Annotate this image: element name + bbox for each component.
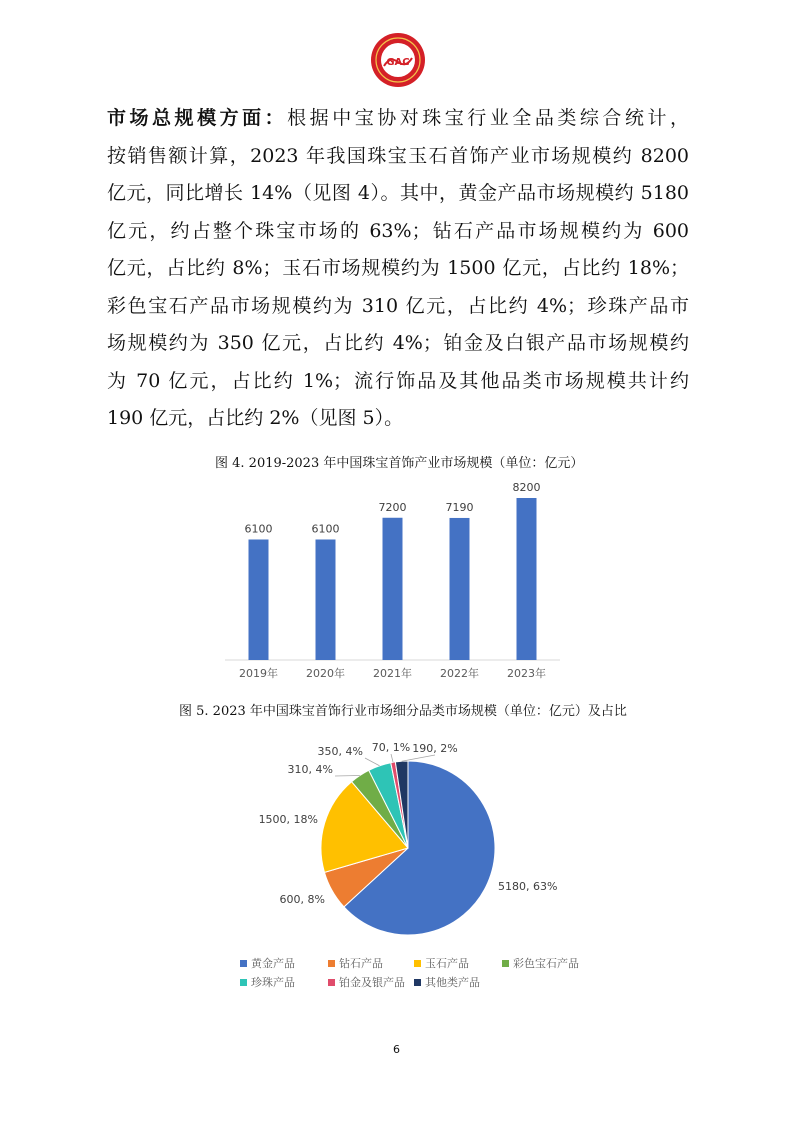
pie-data-label: 350, 4% [317,745,363,758]
paragraph-line: 为 70 亿元，占比约 1%；流行饰品及其他品类市场规模共计约 [107,369,689,392]
paragraph-line: 彩色宝石产品市场规模约为 310 亿元，占比约 4%；珍珠产品市 [107,294,689,317]
bar [316,539,336,660]
paragraph-line: 190 亿元，占比约 2%（见图 5）。 [107,407,404,429]
leader-line [365,758,380,766]
bar-data-label: 6100 [311,522,340,536]
figure4-caption: 图 4. 2019-2023 年中国珠宝首饰产业市场规模（单位：亿元） [215,456,584,471]
legend-label: 珍珠产品 [251,976,295,989]
pie-chart [220,728,590,1008]
bar-data-label: 7190 [445,500,474,514]
bar-data-label: 7200 [378,500,407,514]
paragraph-line-text: 根据中宝协对珠宝行业全品类综合统计， [287,107,689,129]
x-tick-label: 2019年 [239,667,278,680]
legend-label: 彩色宝石产品 [513,957,579,970]
legend-swatch [502,960,509,967]
logo-text: GAC [386,57,410,68]
bar [517,498,537,660]
leader-line [402,755,435,761]
bar [383,518,403,660]
legend-label: 其他类产品 [425,976,480,989]
x-tick-label: 2020年 [306,667,345,680]
pie-data-label: 310, 4% [287,763,333,776]
figure5-caption: 图 5. 2023 年中国珠宝首饰行业市场细分品类市场规模（单位：亿元）及占比 [179,704,627,719]
paragraph-line: 按销售额计算，2023 年我国珠宝玉石首饰产业市场规模约 8200 [107,144,689,167]
legend-swatch [328,979,335,986]
association-logo [370,32,426,88]
legend-swatch [414,960,421,967]
legend-label: 钻石产品 [339,957,383,970]
bar [450,518,470,660]
x-tick-label: 2023年 [507,667,546,680]
pie-data-label: 190, 2% [412,742,458,755]
x-tick-label: 2022年 [440,667,479,680]
page-number: 6 [393,1043,400,1056]
legend-swatch [240,960,247,967]
legend-label: 玉石产品 [425,957,469,970]
legend-label: 黄金产品 [251,957,295,970]
paragraph-lead: 市场总规模方面： [107,107,288,129]
pie-data-label: 70, 1% [371,741,411,754]
paragraph-line: 亿元，占比约 8%；玉石市场规模约为 1500 亿元，占比约 18%； [107,257,689,279]
legend-swatch [240,979,247,986]
bar-data-label: 6100 [244,522,273,536]
paragraph-line: 场规模约为 350 亿元，占比约 4%；铂金及白银产品市场规模约 [107,332,689,354]
leader-line [391,754,393,762]
pie-data-label: 5180, 63% [498,880,558,893]
bar-chart [215,474,575,684]
pie-data-label: 600, 8% [279,893,325,906]
bar [249,539,269,660]
legend-swatch [328,960,335,967]
paragraph-line [107,100,689,138]
paragraph-line: 亿元，同比增长 14%（见图 4）。其中，黄金产品市场规模约 5180 [107,182,689,204]
legend-label: 铂金及银产品 [339,976,405,989]
market-size-paragraph [107,100,689,438]
pie-data-label: 1500, 18% [258,813,318,826]
paragraph-line: 亿元，约占整个珠宝市场的 63%；钻石产品市场规模约为 600 [107,219,689,242]
x-tick-label: 2021年 [373,667,412,680]
bar-data-label: 8200 [512,481,541,494]
legend-swatch [414,979,421,986]
